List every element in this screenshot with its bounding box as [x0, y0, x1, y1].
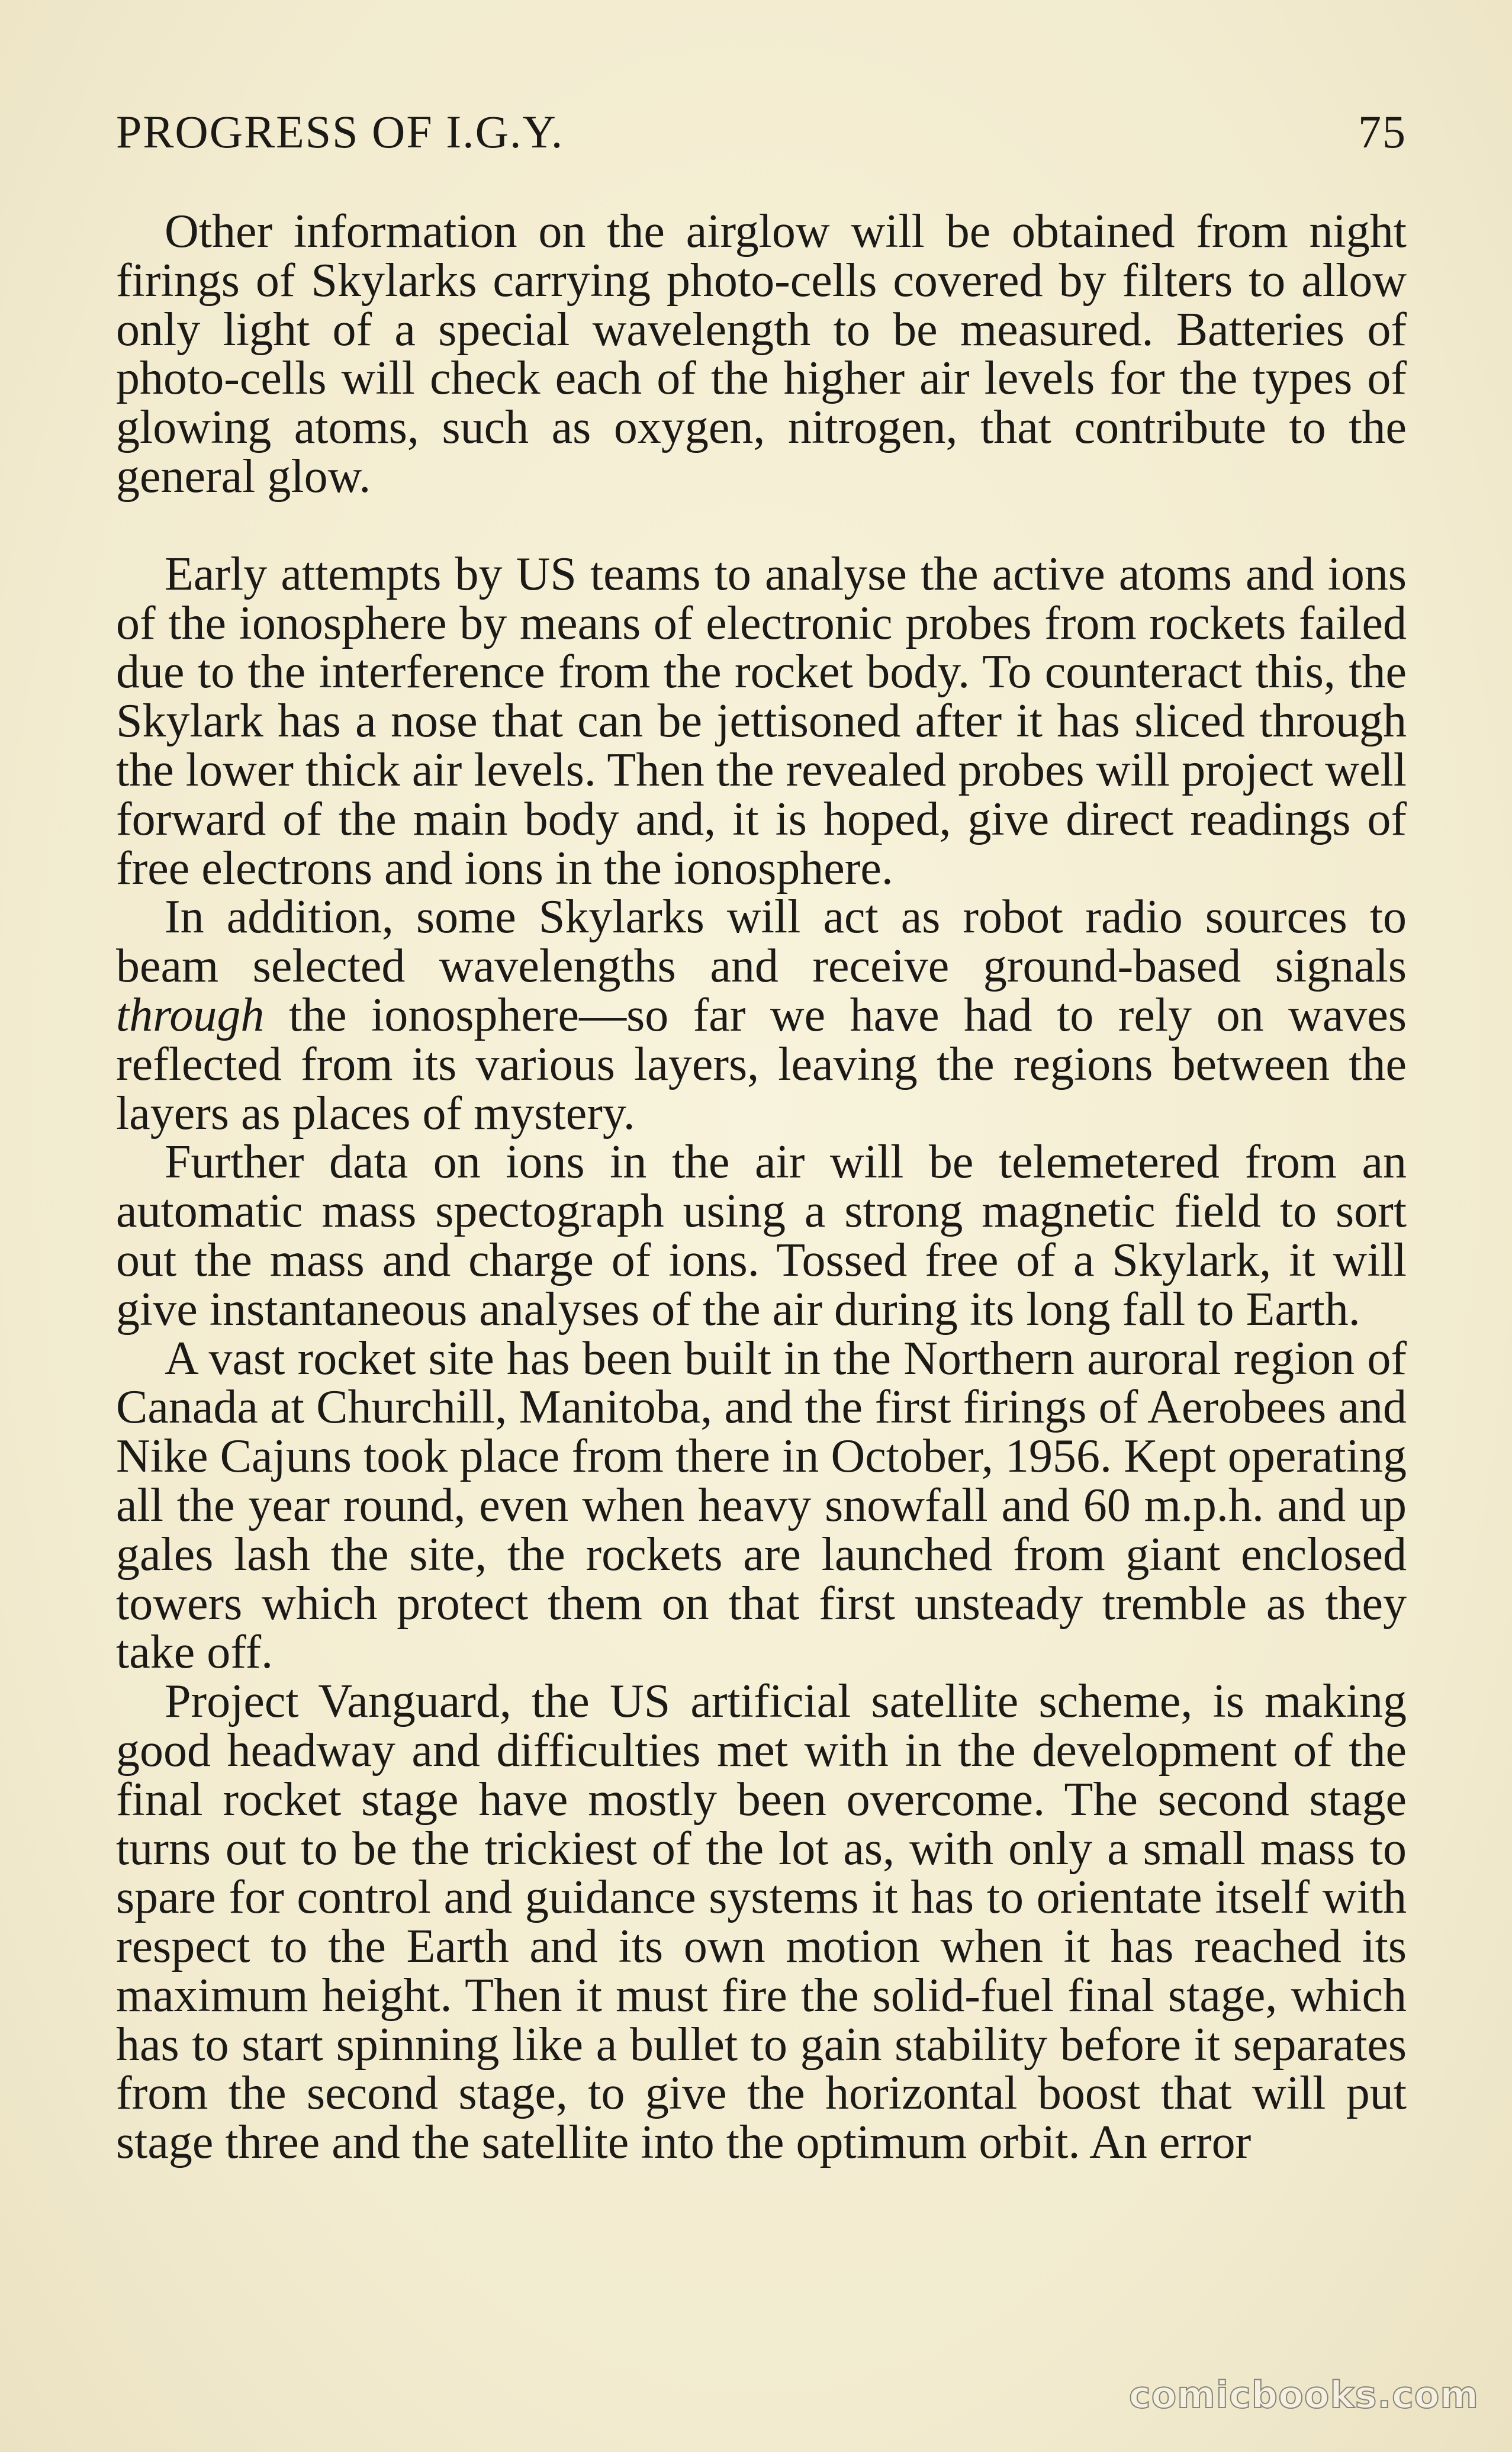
paragraph-churchill-site: A vast rocket site has been built in the Northern auroral region of Canada at Churchill, Manitoba, and the first firings of Aerobees and Nike Cajuns took place from there in October, 1956. Kept operating all the year round, even when heavy snowfall and 60 m.p.h. and up gales lash the site, the rockets are launched from giant enclosed towers which protect them on that first unsteady tremble as they take off. — [116, 1332, 1407, 1679]
watermark-logo: comicbooks.com — [1128, 2373, 1479, 2416]
paragraph-radio-sources-start: In addition, some Skylarks will act as robot radio sources to beam selected wavelengths and receive ground-based signals — [116, 891, 1407, 993]
emphasis-through: through — [116, 989, 265, 1041]
paragraph-radio-sources — [116, 893, 1407, 1138]
paragraph-airglow: Other information on the airglow will be obtained from night firings of Skylarks carrying photo-cells covered by filters to allow only light of a special wavelength to be measured. Batteries of photo-cells will check each of the higher air levels for the types of glowing atoms, such as oxygen, nitrogen, that contribute to the general glow. — [116, 205, 1407, 503]
paragraph-radio-sources-end: the ionosphere—so far we have had to rely on waves reflected from its various layers, leaving the regions between the layers as places of mystery. — [116, 989, 1407, 1140]
paragraph-mass-spectograph: Further data on ions in the air will be telemetered from an automatic mass spectograph using a strong magnetic field to sort out the mass and charge of ions. Tossed free of a Skylark, it will give instantaneous analyses of the air during its long fall to Earth. — [116, 1136, 1407, 1336]
body-text — [116, 207, 1407, 2167]
paragraph-project-vanguard: Project Vanguard, the US artificial satellite scheme, is making good headway and difficulties met with in the development of the final rocket stage have mostly been overcome. The second stage turns out to be the trickiest of the lot as, with only a small mass to spare for control and guidance systems it has to orientate itself with respect to the Earth and its own motion when it has reached its maximum height. Then it must fire the solid-fuel final stage, which has to start spinning like a bullet to gain stability before it separates from the second stage, to give the horizontal boost that will put stage three and the satellite into the optimum orbit. An error — [116, 1675, 1407, 2169]
paragraph-ionosphere-probes: Early attempts by US teams to analyse the active atoms and ions of the ionosphere by means of electronic probes from rockets failed due to the interference from the rocket body. To counteract this, the Skylark has a nose that can be jettisoned after it has sliced through the lower thick air levels. Then the revealed probes will project well forward of the main body and, it is hoped, give direct readings of free electrons and ions in the ionosphere. — [116, 548, 1407, 894]
running-head — [116, 105, 1407, 170]
page-number: 75 — [1358, 106, 1407, 157]
chapter-title: PROGRESS OF I.G.Y. — [116, 106, 564, 157]
